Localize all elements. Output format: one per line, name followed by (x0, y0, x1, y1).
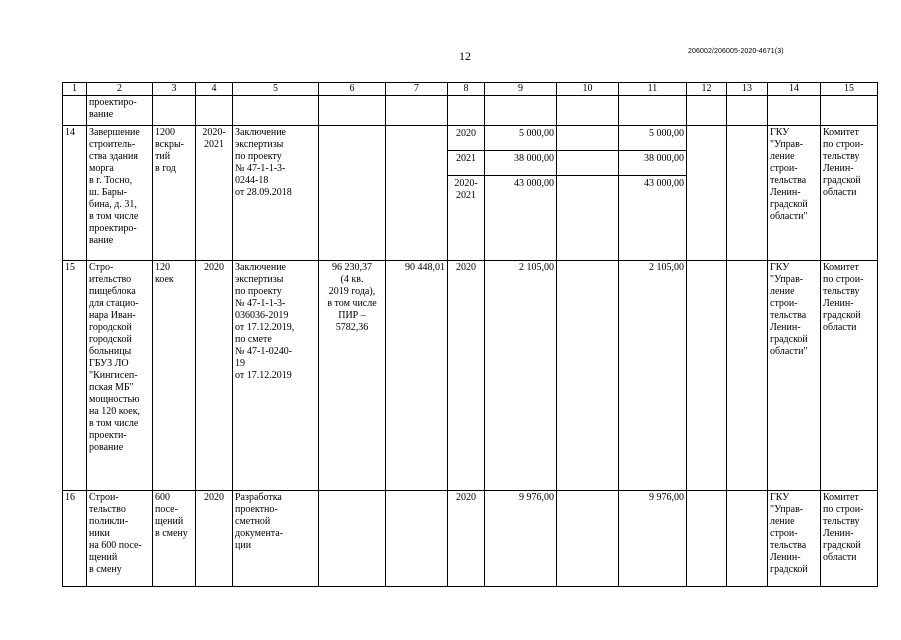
cell-value: 90 448,01 (386, 261, 448, 491)
cell (727, 261, 768, 491)
cell-basis: Разработка проектно- сметной документа- ции (233, 491, 319, 587)
table-row (63, 96, 878, 126)
cell (557, 491, 619, 587)
cell-customer: ГКУ "Управ- ление строи- тельства Ленин- градской области" (768, 261, 821, 491)
cell (196, 96, 233, 126)
cell (386, 126, 448, 261)
cell (619, 96, 687, 126)
cell (557, 96, 619, 126)
cell (448, 96, 485, 126)
table-row (63, 126, 878, 261)
header-cell: 5 (233, 83, 319, 96)
cell-authority: Комитет по строи- тельству Ленин- градской области (821, 261, 878, 491)
cell-basis: Заключение экспертизы по проекту № 47-1-1-3- 036036-2019 от 17.12.2019, по смете № 47-1-0240- 19 от 17.12.2019 (233, 261, 319, 491)
cell-amounts (619, 126, 687, 261)
header-cell: 8 (448, 83, 485, 96)
cell-customer: ГКУ "Управ- ление строи- тельства Ленин- градской области" (768, 126, 821, 261)
cell-name: Стро- ительство пищеблока для стацио- нара Иван- городской городской больницы ГБУЗ ЛО "Кингисеп- пская МБ" мощностью на 120 коек, в том числе проекти- рование (87, 261, 153, 491)
header-cell: 11 (619, 83, 687, 96)
cell-authority: Комитет по строи- тельству Ленин- градской области (821, 491, 878, 587)
page-number: 12 (459, 49, 471, 63)
header-cell: 4 (196, 83, 233, 96)
header-cell: 14 (768, 83, 821, 96)
cell-customer: ГКУ "Управ- ление строи- тельства Ленин- градской (768, 491, 821, 587)
cell (386, 96, 448, 126)
amount-value: 43 000,00 (644, 178, 684, 189)
document-code: 206002/206005-2020-4671(3) (688, 48, 784, 55)
cell (687, 126, 727, 261)
cell (319, 491, 386, 587)
year-value: 2020 (448, 126, 484, 151)
header-cell: 12 (687, 83, 727, 96)
cell (319, 126, 386, 261)
cell-year: 2020 (448, 261, 485, 491)
header-cell: 13 (727, 83, 768, 96)
cell-amount: 2 105,00 (619, 261, 687, 491)
cell (687, 96, 727, 126)
header-cell: 1 (63, 83, 87, 96)
cell-cost: 96 230,37 (4 кв. 2019 года), в том числе ПИР – 5782,36 (319, 261, 386, 491)
cell-number: 16 (63, 491, 87, 587)
cell-number: 14 (63, 126, 87, 261)
cell-number: 15 (63, 261, 87, 491)
cell-amount: 2 105,00 (485, 261, 557, 491)
cell (153, 96, 196, 126)
cell-amounts (485, 126, 557, 261)
cell-amount: 9 976,00 (485, 491, 557, 587)
cell (727, 96, 768, 126)
cell (727, 491, 768, 587)
header-cell: 6 (319, 83, 386, 96)
cell-capacity: 600 посе- щений в смену (153, 491, 196, 587)
cell (687, 261, 727, 491)
cell (319, 96, 386, 126)
header-cell: 9 (485, 83, 557, 96)
table-row (63, 261, 878, 491)
header-row (63, 83, 878, 96)
amount-value: 5 000,00 (619, 126, 686, 151)
year-value: 2020- 2021 (454, 178, 478, 201)
amount-value: 38 000,00 (485, 151, 556, 176)
year-value: 2021 (448, 151, 484, 176)
header-cell: 3 (153, 83, 196, 96)
cell-years (448, 126, 485, 261)
cell (233, 96, 319, 126)
cell-period: 2020- 2021 (196, 126, 233, 261)
cell-year: 2020 (448, 491, 485, 587)
cell (63, 96, 87, 126)
cell (557, 261, 619, 491)
amount-value: 43 000,00 (514, 178, 554, 189)
cell (485, 96, 557, 126)
amount-value: 5 000,00 (485, 126, 556, 151)
cell-name: Строи- тельство поликли- ники на 600 посе- щений в смену (87, 491, 153, 587)
cell-name: Завершение строитель- ства здания морга в г. Тосно, ш. Бары- бина, д. 31, в том числе проектиро- вание (87, 126, 153, 261)
table-row (63, 491, 878, 587)
header-cell: 10 (557, 83, 619, 96)
header-cell: 15 (821, 83, 878, 96)
cell-period: 2020 (196, 491, 233, 587)
cell (768, 96, 821, 126)
amount-value: 38 000,00 (619, 151, 686, 176)
cell-capacity: 1200 вскры- тий в год (153, 126, 196, 261)
cell (727, 126, 768, 261)
cell-capacity: 120 коек (153, 261, 196, 491)
header-cell: 7 (386, 83, 448, 96)
cell-amount: 9 976,00 (619, 491, 687, 587)
cell-name-continued: проектиро- вание (87, 96, 153, 126)
cell-basis: Заключение экспертизы по проекту № 47-1-1-3- 0244-18 от 28.09.2018 (233, 126, 319, 261)
cell-authority: Комитет по строи- тельству Ленин- градской области (821, 126, 878, 261)
projects-table (62, 82, 878, 587)
cell (821, 96, 878, 126)
cell (386, 491, 448, 587)
header-cell: 2 (87, 83, 153, 96)
cell-period: 2020 (196, 261, 233, 491)
cell (557, 126, 619, 261)
cell (687, 491, 727, 587)
